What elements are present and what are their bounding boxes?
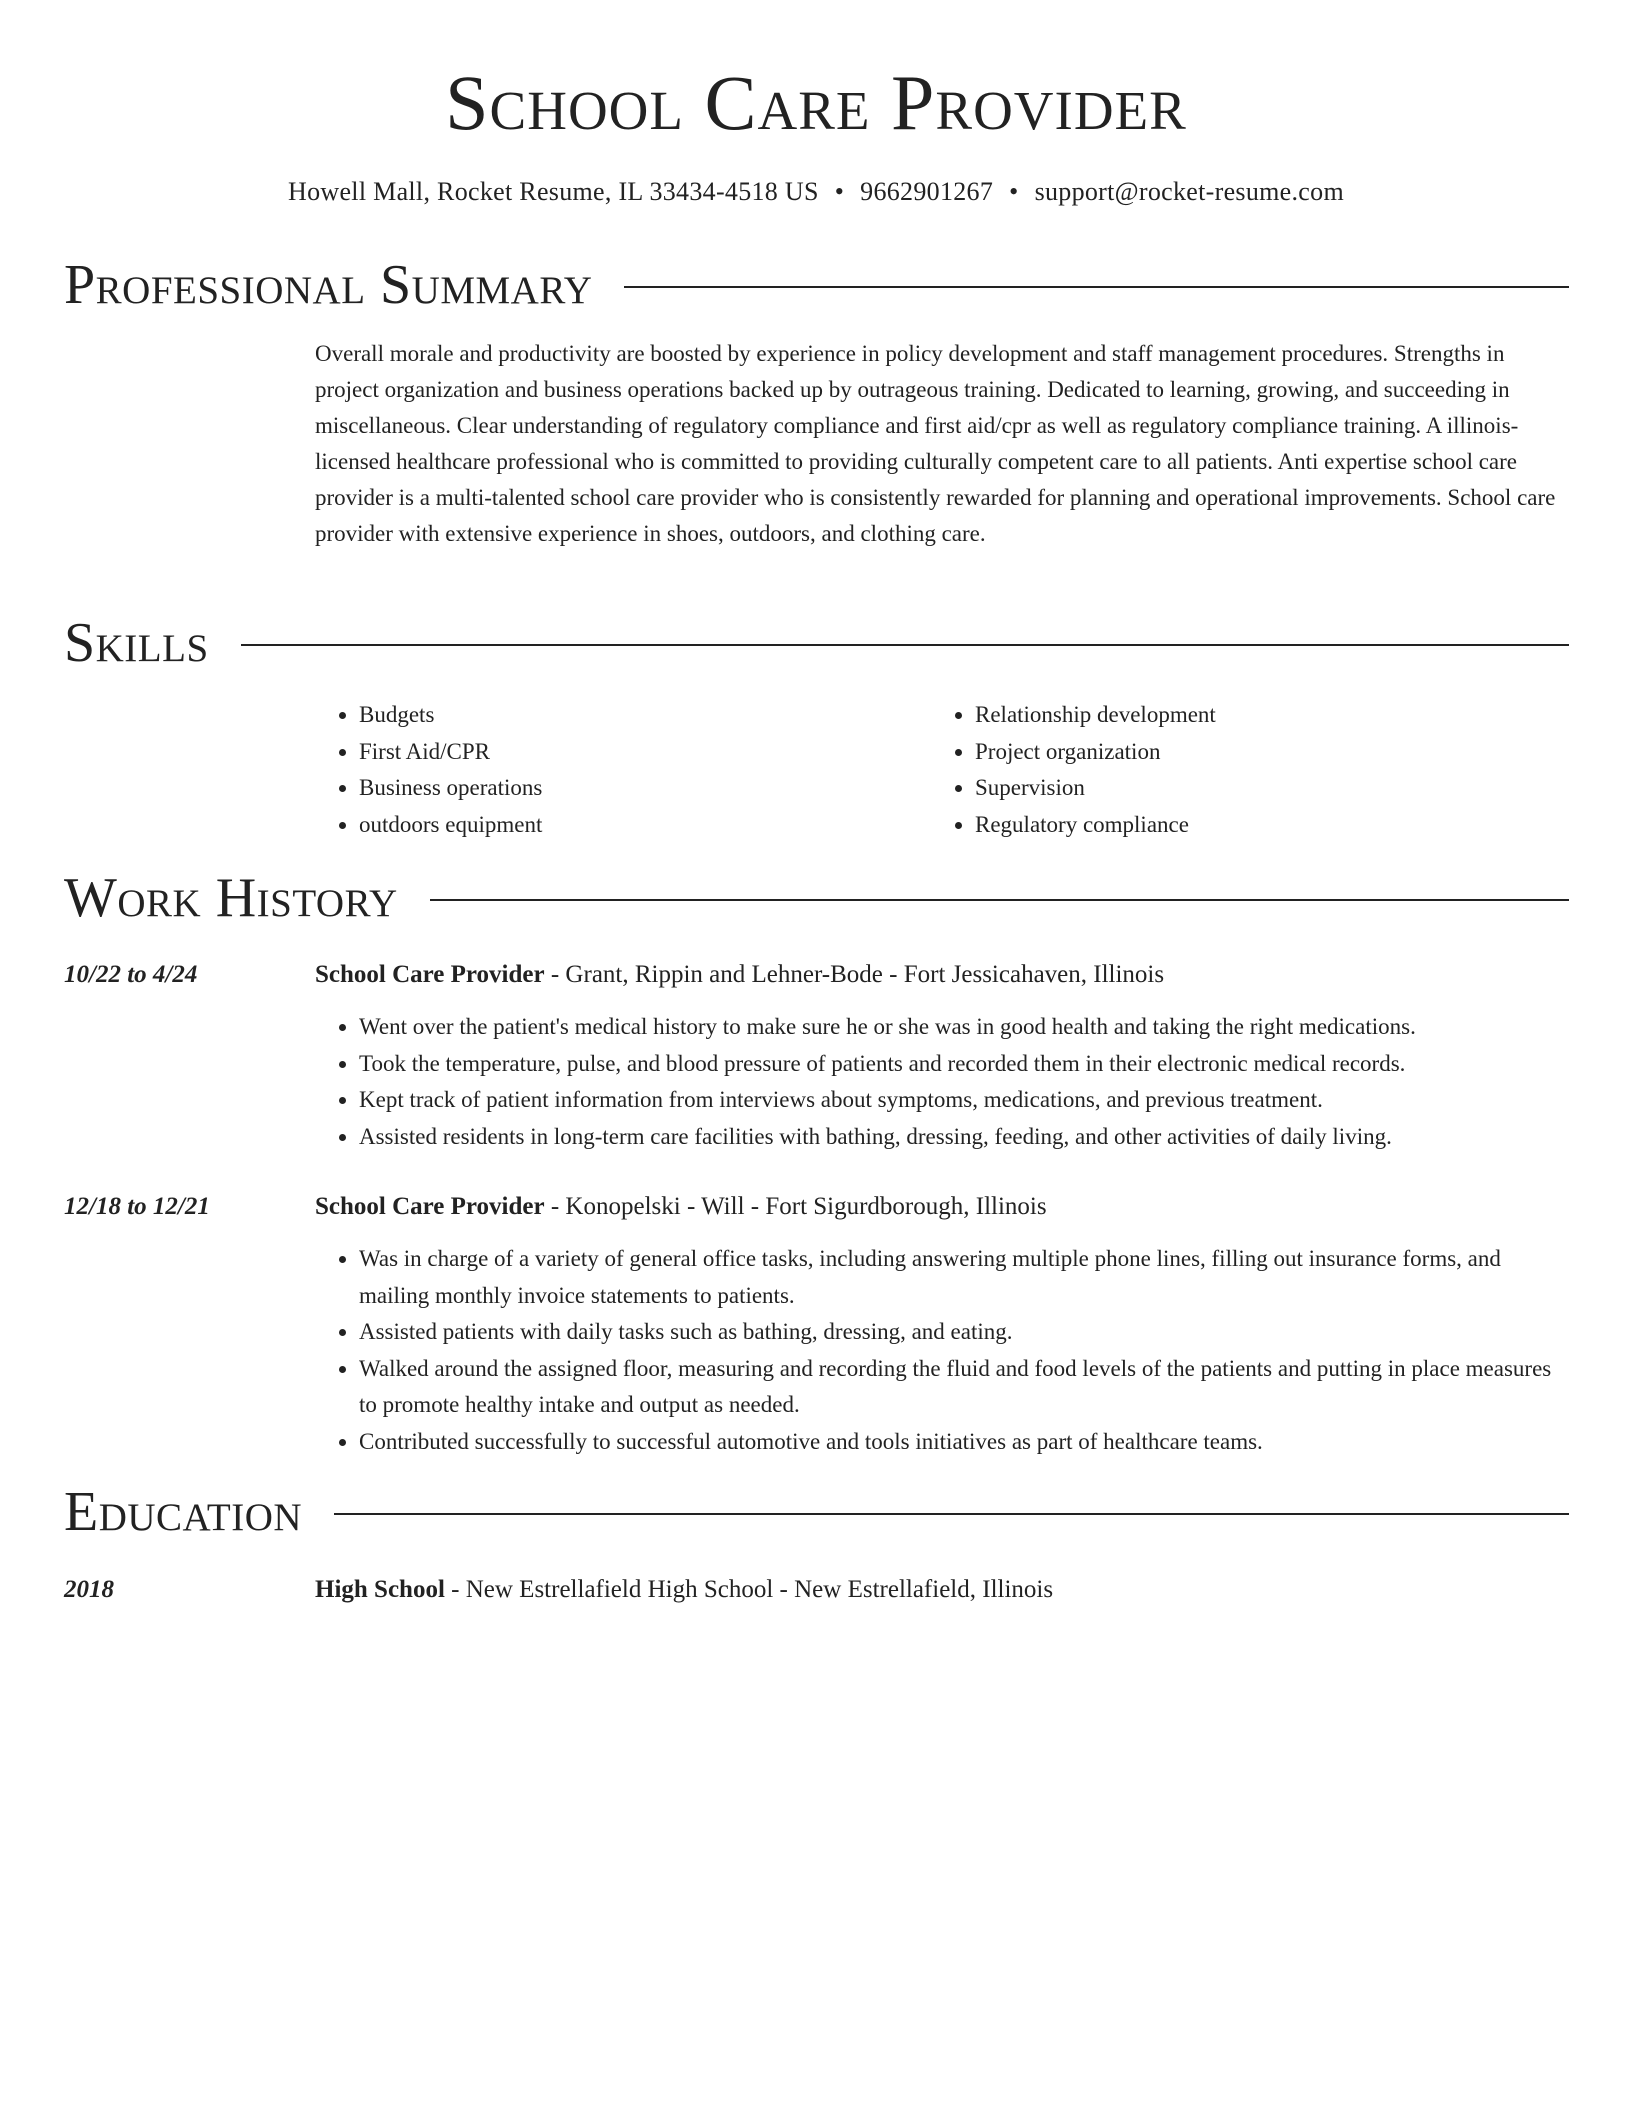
education-section-header xyxy=(64,1480,1569,1544)
job-bullet: • Assisted patients with daily tasks such as bathing, dressing, and eating. xyxy=(359,1314,1569,1351)
summary-section-header xyxy=(64,253,1569,317)
job-title: School Care Provider xyxy=(315,961,545,988)
job-details: - Konopelski - Will - Fort Sigurdborough, Illinois xyxy=(544,1193,1047,1220)
job-entry xyxy=(315,1189,1569,1460)
section-divider xyxy=(241,644,1569,646)
skills-list-left xyxy=(315,697,915,843)
education-year: 2018 xyxy=(64,1576,114,1603)
job-dates: 10/22 to 4/24 xyxy=(64,961,198,988)
job-details: - Grant, Rippin and Lehner-Bode - Fort Jessicahaven, Illinois xyxy=(544,961,1165,988)
work-heading: Work History xyxy=(64,867,398,929)
job-bullet: • Assisted residents in long-term care facilities with bathing, dressing, feeding, and other activities of daily living. xyxy=(359,1119,1569,1156)
job-bullets xyxy=(315,1009,1569,1155)
summary-heading: Professional Summary xyxy=(64,254,593,316)
education-heading: Education xyxy=(64,1481,303,1543)
candidate-name: School Care Provider xyxy=(445,59,1187,146)
job-bullet: • Kept track of patient information from interviews about symptoms, medications, and previous treatment. xyxy=(359,1082,1569,1119)
job-bullets xyxy=(315,1241,1569,1460)
section-divider xyxy=(334,1513,1569,1515)
contact-line xyxy=(0,175,1632,209)
work-section-header xyxy=(64,866,1569,930)
job-entry xyxy=(315,957,1569,1155)
skills-right-column xyxy=(931,697,1531,843)
education-line xyxy=(315,1572,1569,1608)
summary-content xyxy=(315,336,1569,552)
education-details: - New Estrellafield High School - New Estrellafield, Illinois xyxy=(444,1576,1054,1603)
skills-left-column xyxy=(315,697,915,843)
skills-list-right xyxy=(931,697,1531,843)
education-degree: High School xyxy=(315,1576,445,1603)
skill-item: • First Aid/CPR xyxy=(359,734,915,771)
contact-separator: • xyxy=(834,177,845,206)
education-entry xyxy=(315,1572,1569,1608)
skill-item: • Relationship development xyxy=(975,697,1531,734)
job-title-line xyxy=(315,957,1569,993)
job-bullet: • Walked around the assigned floor, measuring and recording the fluid and food levels of the patients and putting in place measures to promote healthy intake and output as needed. xyxy=(359,1351,1569,1424)
skill-item: • Budgets xyxy=(359,697,915,734)
skill-item: • Regulatory compliance xyxy=(975,807,1531,844)
contact-email: support@rocket-resume.com xyxy=(1034,177,1344,206)
job-bullet: • Took the temperature, pulse, and blood pressure of patients and recorded them in their electronic medical records. xyxy=(359,1046,1569,1083)
skill-item: • Supervision xyxy=(975,770,1531,807)
contact-separator: • xyxy=(1009,177,1019,206)
skill-item: • outdoors equipment xyxy=(359,807,915,844)
job-dates: 12/18 to 12/21 xyxy=(64,1193,210,1220)
contact-address: Howell Mall, Rocket Resume, IL 33434-4518 US xyxy=(288,177,819,206)
job-bullet: • Contributed successfully to successful automotive and tools initiatives as part of healthcare teams. xyxy=(359,1424,1569,1461)
job-title: School Care Provider xyxy=(315,1193,545,1220)
job-bullet: • Was in charge of a variety of general office tasks, including answering multiple phone lines, filling out insurance forms, and mailing monthly invoice statements to patients. xyxy=(359,1241,1569,1314)
skill-item: • Business operations xyxy=(359,770,915,807)
skills-section-header xyxy=(64,611,1569,675)
skills-heading: Skills xyxy=(64,612,209,674)
summary-text: Overall morale and productivity are boosted by experience in policy development and staff management procedures. Strengths in project organization and business operations backed up by outrageous training. Dedicated to learning, growing, and succeeding in miscellaneous. Clear understanding of regulatory compliance and first aid/cpr as well as regulatory compliance training. A illinois-licensed healthcare professional who is committed to providing culturally competent care to all patients. Anti expertise school care provider is a multi-talented school care provider who is consistently rewarded for planning and operational improvements. School care provider with extensive experience in shoes, outdoors, and clothing care. xyxy=(315,341,1556,546)
section-divider xyxy=(430,899,1569,901)
section-divider xyxy=(624,286,1569,288)
skill-item: • Project organization xyxy=(975,734,1531,771)
job-title-line xyxy=(315,1189,1569,1225)
job-bullet: • Went over the patient's medical history to make sure he or she was in good health and taking the right medications. xyxy=(359,1009,1569,1046)
contact-phone: 9662901267 xyxy=(860,177,994,206)
